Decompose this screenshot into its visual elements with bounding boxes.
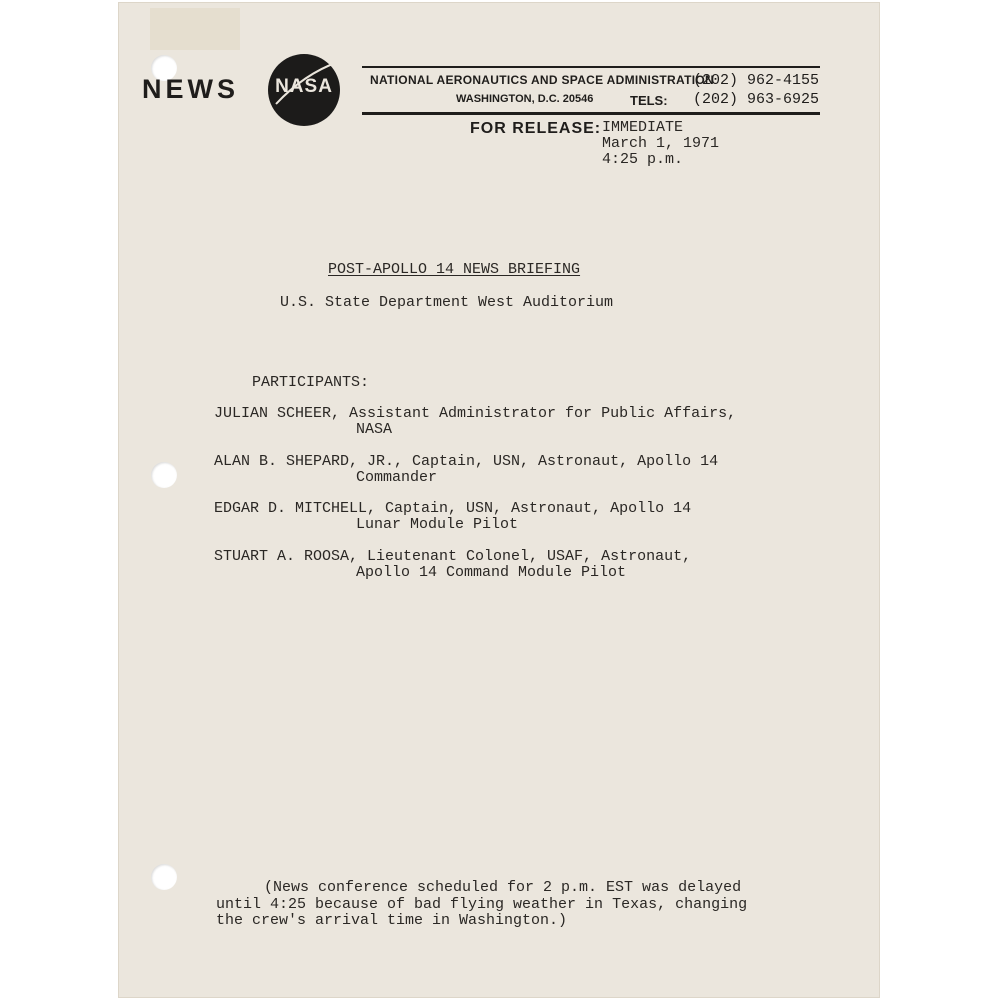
release-date: March 1, 1971 [602, 135, 720, 152]
participant-4-line-1: STUART A. ROOSA, Lieutenant Colonel, USAF, Astronaut, [214, 548, 692, 565]
participant-1-line-1: JULIAN SCHEER, Assistant Administrator for Public Affairs, [214, 405, 737, 422]
tape-residue [150, 8, 240, 50]
delay-note-line-3: the crew's arrival time in Washington.) [216, 912, 568, 929]
punch-hole-middle [151, 462, 177, 488]
agency-name: NATIONAL AERONAUTICS AND SPACE ADMINISTRATION [370, 73, 714, 87]
news-label: NEWS [142, 74, 239, 104]
address: WASHINGTON, D.C. 20546 [456, 93, 594, 105]
briefing-location: U.S. State Department West Auditorium [280, 294, 614, 311]
participants-heading: PARTICIPANTS: [252, 374, 370, 391]
participant-2-line-1: ALAN B. SHEPARD, JR., Captain, USN, Astronaut, Apollo 14 [214, 453, 719, 470]
participant-1-line-2: NASA [356, 421, 393, 438]
participant-4-line-2: Apollo 14 Command Module Pilot [356, 564, 627, 581]
release-label: FOR RELEASE: [470, 120, 602, 137]
nasa-logo [268, 54, 340, 126]
phone-2: (202) 963-6925 [693, 91, 820, 108]
release-timing: IMMEDIATE [602, 119, 684, 136]
participant-3-line-2: Lunar Module Pilot [356, 516, 519, 533]
phone-1: (202) 962-4155 [693, 72, 820, 89]
briefing-title: POST-APOLLO 14 NEWS BRIEFING [328, 261, 581, 278]
header-rule-top [362, 66, 820, 68]
logo-text: NASA [275, 76, 333, 97]
tels-label: TELS: [630, 93, 668, 108]
delay-note-line-2: until 4:25 because of bad flying weather in Texas, changing [216, 896, 748, 913]
participant-3-line-1: EDGAR D. MITCHELL, Captain, USN, Astronaut, Apollo 14 [214, 500, 692, 517]
header-rule-bottom [362, 112, 820, 115]
participant-2-line-2: Commander [356, 469, 438, 486]
release-block [602, 120, 719, 168]
release-time: 4:25 p.m. [602, 151, 684, 168]
delay-note-line-1: (News conference scheduled for 2 p.m. EST was delayed [264, 879, 742, 896]
punch-hole-bottom [151, 864, 177, 890]
